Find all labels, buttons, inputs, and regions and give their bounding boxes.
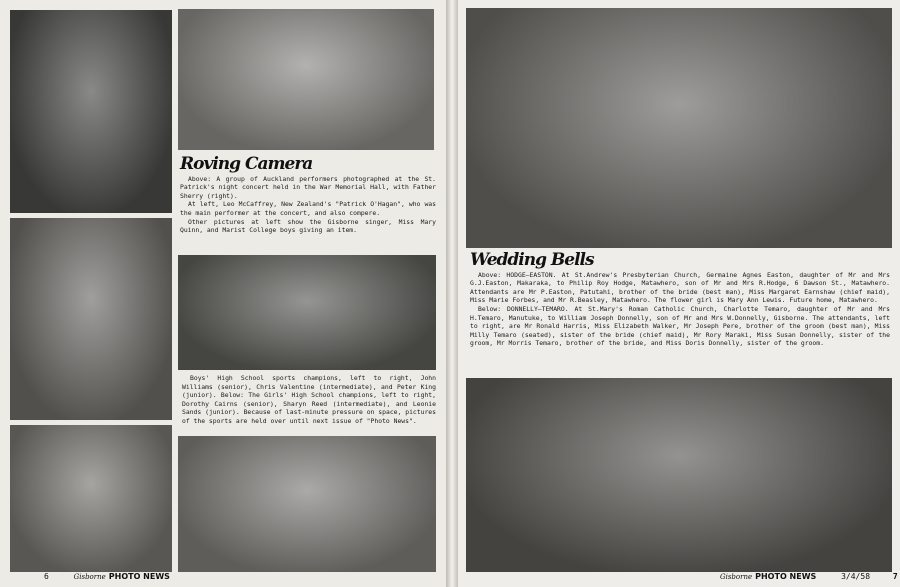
photo-donnelly-temaro-wedding (466, 378, 892, 572)
photo-boys-champions (178, 255, 436, 370)
section-title: Wedding Bells (470, 250, 594, 270)
page-number: 7 (892, 572, 898, 581)
photo-hodge-easton-wedding (466, 8, 892, 248)
photo-mary-quinn (10, 218, 172, 420)
page-number: 6 (44, 572, 49, 581)
caption-wedding-bells: Wedding Bells Above: HODGE—EASTON. At St.Andrew's Presbyterian Church, Germaine Agnes Easton, daughter of Mr and Mrs G.J.Easton, Makaraka, to Philip Roy Hodge, Matawhero, son of Mr and Mrs R.Hodge, 6 Dawson St., Matawhero. Attendants are Mr P.Easton, Patutahi, brother of the bride (best man), Miss Margaret Earnshaw (chief maid), Miss Marie Forbes, and Mr R.Beasley, Matawhero. The flower girl is Mary Ann Lewis. Future home, Matawhero. Below: DONNELLY—TEMARO. At St.Mary's Roman Catholic Church, Charlotte Temaro, daughter of Mr and Mrs H.Temaro, Manutuke, to William Joseph Donnelly, son of Mr and Mrs W.Donnelly, Gisborne. The attendants, left to right, are Mr Ronald Harris, Miss Elizabeth Walker, Mr Joseph Pere, brother of the groom (best man), Miss Milly Temaro (seated), sister of the bride (chief maid), Mr Rory Maraki, Miss Susan Donnelly, sister of the groom, Mr Morris Temaro, brother of the bride, and Miss Doris Donnelly, sister of the groom. (470, 250, 890, 348)
gutter (446, 0, 458, 587)
photo-singer (10, 10, 172, 213)
caption-sports: Boys' High School sports champions, left to right, John Williams (senior), Chris Valentine (intermediate), and Peter King (junior). Below: The Girls' High School champions, left to right, Dorothy Cairns (senior), Sharyn Reed (intermediate), and Leonie Sands (junior). Because of last-minute pressure on space, pictures of the sports are held over until next issue of "Photo News". (182, 374, 436, 425)
caption-roving-camera: Roving Camera Above: A group of Auckland performers photographed at the St. Patrick's night concert held in the War Memorial Hall, with Father Sherry (right). At left, Leo McCaffrey, New Zealand's "Patrick O'Hagan", who was the main performer at the concert, and also compere. Other pictures at left show the Gisborne singer, Miss Mary Quinn, and Marist College boys giving an item. (180, 154, 436, 235)
right-page (458, 0, 900, 587)
left-page (0, 0, 446, 587)
footer-left: 6 Gisborne PHOTO NEWS (44, 572, 170, 581)
footer-right: Gisborne PHOTO NEWS 3/4/58 7 (720, 572, 898, 581)
section-title: Roving Camera (180, 154, 313, 174)
photo-marist-boys (10, 425, 172, 572)
photo-girls-champions (178, 436, 436, 572)
photo-auckland-performers (178, 9, 434, 150)
